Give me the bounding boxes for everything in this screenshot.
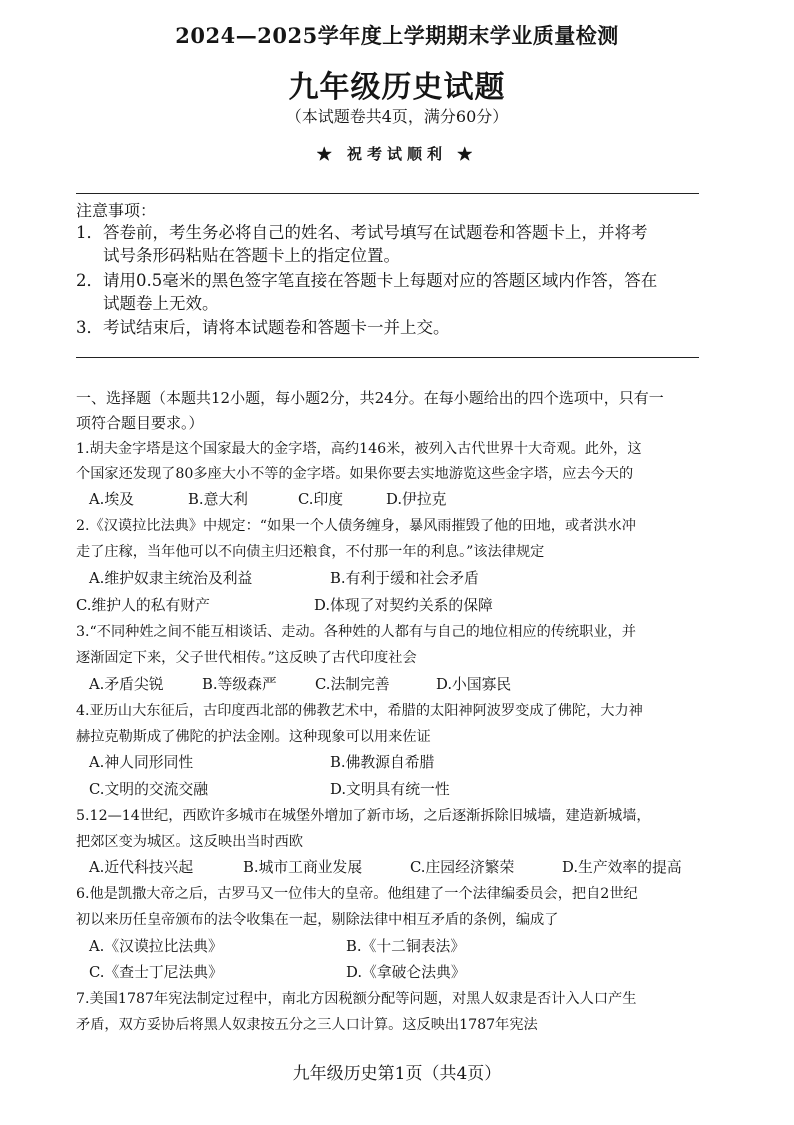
option-d: D.生产效率的提高	[562, 859, 682, 876]
option-b: B.意大利	[188, 491, 248, 508]
option-a: A.维护奴隶主统治及利益	[89, 570, 253, 587]
question-stem: 5.12—14世纪，西欧许多城市在城堡外增加了新市场，之后逐渐拆除旧城墙，建造新城墙，	[76, 808, 651, 824]
question-stem: 逐渐固定下来，父子世代相传。”这反映了古代印度社会	[76, 650, 417, 666]
question-stem: 走了庄稼，当年他可以不向债主归还粮食，不付那一年的利息。”该法律规定	[76, 544, 545, 560]
question-stem: 4.亚历山大东征后，古印度西北部的佛教艺术中，希腊的太阳神阿波罗变成了佛陀，大力神	[76, 703, 643, 719]
question-stem: 3.“不同种姓之间不能互相谈话、走动。各种姓的人都有与自己的地位相应的传统职业，并	[76, 624, 636, 640]
question-stem: 1.胡夫金字塔是这个国家最大的金字塔，高约146米，被列入古代世界十大奇观。此外，这	[76, 441, 642, 457]
question-stem: 把郊区变为城区。这反映出当时西欧	[76, 834, 304, 850]
question-stem: 7.美国1787年宪法制定过程中，南北方因税额分配等问题，对黑人奴隶是否计入人口产生	[76, 991, 637, 1007]
question-stem: 赫拉克勒斯成了佛陀的护法金刚。这种现象可以用来佐证	[76, 729, 431, 745]
note-item: 试号条形码粘贴在答题卡上的指定位置。	[103, 246, 400, 265]
option-a: A.近代科技兴起	[89, 859, 194, 876]
option-c: C.维护人的私有财产	[76, 597, 210, 614]
section-heading: 项符合题目要求。）	[76, 414, 204, 432]
option-b: B.《十二铜表法》	[346, 938, 466, 955]
option-a: A.《汉谟拉比法典》	[89, 938, 223, 955]
option-c: C.文明的交流交融	[89, 781, 209, 798]
question-stem: 矛盾，双方妥协后将黑人奴隶按五分之三人口计算。这反映出1787年宪法	[76, 1017, 538, 1033]
option-d: D.文明具有统一性	[330, 781, 450, 798]
option-c: C.印度	[298, 491, 344, 508]
option-b: B.等级森严	[202, 676, 277, 693]
option-d: D.体现了对契约关系的保障	[314, 597, 493, 614]
question-stem: 6.他是凯撒大帝之后，古罗马又一位伟大的皇帝。他组建了一个法律编委员会，把自2世纪	[76, 886, 638, 902]
paper-title: 九年级历史试题	[288, 70, 506, 105]
exam-title: 2024—2025学年度上学期期末学业质量检测	[175, 23, 619, 48]
note-item: 1．答卷前，考生务必将自己的姓名、考试号填写在试题卷和答题卡上，并将考	[76, 223, 648, 242]
note-item: 3．考试结束后，请将本试题卷和答题卡一并上交。	[76, 318, 450, 337]
note-item: 2．请用0.5毫米的黑色签字笔直接在答题卡上每题对应的答题区域内作答，答在	[76, 271, 658, 290]
option-d: D.小国寡民	[436, 676, 512, 693]
option-a: A.埃及	[89, 491, 134, 508]
page-footer: 九年级历史第1页（共4页）	[292, 1064, 502, 1084]
option-a: A.神人同形同性	[89, 754, 194, 771]
paper-info: （本试题卷共4页，满分60分）	[285, 107, 509, 126]
bottom-divider	[76, 357, 699, 358]
option-d: D.《拿破仑法典》	[346, 964, 466, 981]
option-d: D.伊拉克	[386, 491, 447, 508]
good-luck-text: ★ 祝考试顺利 ★	[316, 145, 478, 163]
question-stem: 初以来历任皇帝颁布的法令收集在一起，剔除法律中相互矛盾的条例，编成了	[76, 912, 559, 928]
notes-heading: 注意事项：	[76, 201, 157, 220]
option-c: C.《查士丁尼法典》	[89, 964, 223, 981]
question-stem: 个国家还发现了80多座大小不等的金字塔。如果你要去实地游览这些金字塔，应去今天的	[76, 466, 634, 482]
option-b: B.城市工商业发展	[243, 859, 363, 876]
option-a: A.矛盾尖锐	[89, 676, 164, 693]
option-c: C.庄园经济繁荣	[410, 859, 515, 876]
option-c: C.法制完善	[315, 676, 390, 693]
option-b: B.有利于缓和社会矛盾	[330, 570, 479, 587]
question-stem: 2.《汉谟拉比法典》中规定：“如果一个人债务缠身，暴风雨摧毁了他的田地，或者洪水冲	[76, 518, 636, 534]
option-b: B.佛教源自希腊	[330, 754, 435, 771]
section-heading: 一、选择题（本题共12小题，每小题2分，共24分。在每小题给出的四个选项中，只有一	[76, 389, 664, 407]
top-divider	[76, 193, 699, 194]
note-item: 试题卷上无效。	[103, 294, 219, 313]
